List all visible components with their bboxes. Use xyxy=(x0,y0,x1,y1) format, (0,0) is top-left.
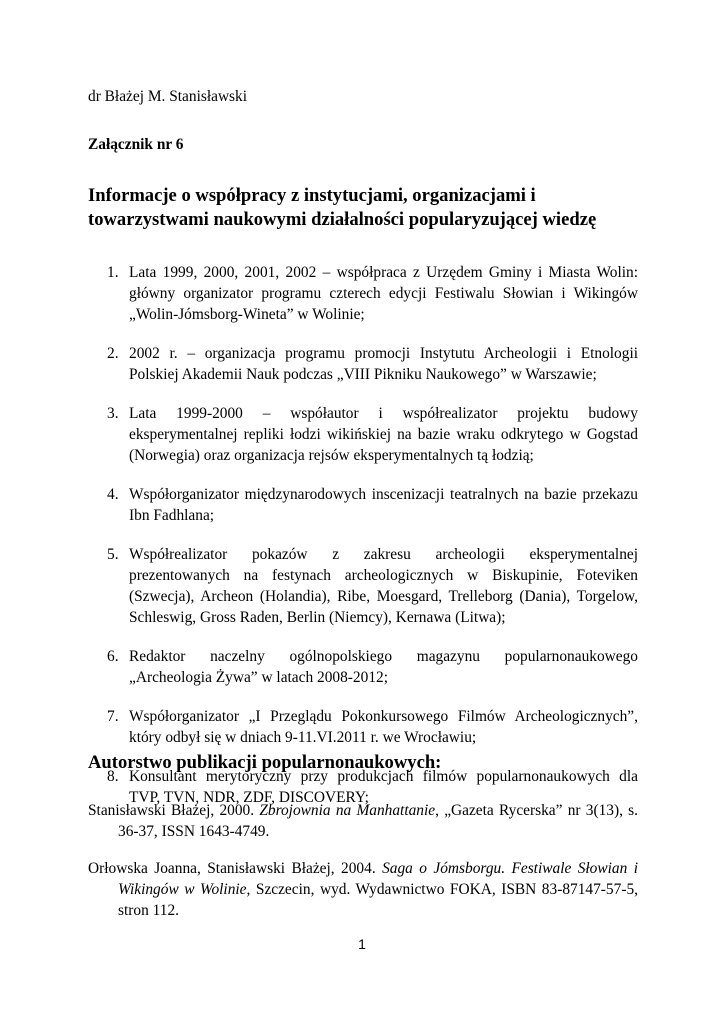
list-item-number: 1. xyxy=(107,264,119,281)
publication-authors: Stanisławski Błażej, 2000. xyxy=(88,802,260,819)
list-item xyxy=(88,343,638,385)
list-item-number: 5. xyxy=(107,546,119,563)
list-item-number: 6. xyxy=(107,648,119,665)
list-item-text: Konsultant merytoryczny przy produkcjach filmów popularnonaukowych dla TVP, TVN, NDR, ZDF, DISCOVERY; xyxy=(129,768,638,806)
publication-details: , „Gazeta Rycerska” nr 3(13), s. 36-37, ISSN 1643-4749. xyxy=(118,802,639,840)
publication-title: Saga o Jómsborgu. Festiwale Słowian i Wikingów w Wolinie xyxy=(118,860,638,898)
publication-entry xyxy=(88,858,638,921)
page-number: 1 xyxy=(358,936,366,952)
list-item xyxy=(88,646,638,688)
publication-authors: Orłowska Joanna, Stanisławski Błażej, 2004. xyxy=(88,860,383,877)
list-item-text: 2002 r. – organizacja programu promocji Instytutu Archeologii i Etnologii Polskiej Akademii Nauk podczas „VIII Pikniku Naukowego” w Warszawie; xyxy=(129,345,638,383)
list-item-text: Współrealizator pokazów z zakresu archeologii eksperymentalnej prezentowanych na festynach archeologicznych w Biskupinie, Foteviken (Szwecja), Archeon (Holandia), Ribe, Moesgard, Trelleborg (Dania), Torgelow, Schleswig, Gross Raden, Berlin (Niemcy), Kernawa (Litwa); xyxy=(129,546,638,626)
publication-title: Zbrojownia na Manhattanie xyxy=(259,802,436,819)
list-item-text: Redaktor naczelny ogólnopolskiego magazynu popularnonaukowego „Archeologia Żywa” w latach 2008-2012; xyxy=(129,648,638,686)
list-item xyxy=(88,262,638,325)
list-item-text: Współorganizator „I Przeglądu Pokonkursowego Filmów Archeologicznych”, który odbył się w dniach 9-11.VI.2011 r. we Wrocławiu; xyxy=(129,708,638,746)
list-item xyxy=(88,484,638,526)
section-heading: Informacje o współpracy z instytucjami, organizacjami i towarzystwami naukowymi działalności popularyzującej wiedzę xyxy=(88,185,597,230)
publication-entry xyxy=(88,800,638,842)
list-item-text: Lata 1999, 2000, 2001, 2002 – współpraca z Urzędem Gminy i Miasta Wolin: główny organizator programu czterech edycji Festiwalu Słowian i Wikingów „Wolin-Jómsborg-Wineta” w Wolinie; xyxy=(129,264,638,323)
author-name: dr Błażej M. Stanisławski xyxy=(88,88,248,105)
list-item xyxy=(88,544,638,628)
publications-list xyxy=(88,800,638,937)
list-item-number: 3. xyxy=(107,405,119,422)
list-item-number: 8. xyxy=(107,768,119,785)
list-item-number: 4. xyxy=(107,486,119,503)
activities-list xyxy=(88,262,638,826)
list-item xyxy=(88,706,638,748)
publications-heading: Autorstwo publikacji popularnonaukowych: xyxy=(88,752,442,773)
list-item-number: 7. xyxy=(107,708,119,725)
list-item-text: Współorganizator międzynarodowych inscenizacji teatralnych na bazie przekazu Ibn Fadhlana; xyxy=(129,486,638,524)
publication-details: , Szczecin, wyd. Wydawnictwo FOKA, ISBN 83-87147-57-5, stron 112. xyxy=(118,881,638,919)
annex-label: Załącznik nr 6 xyxy=(88,136,184,153)
list-item-text: Lata 1999-2000 – współautor i współrealizator projektu budowy eksperymentalnej repliki łodzi wikińskiej na bazie wraku odkrytego w Gogstad (Norwegia) oraz organizacja rejsów eksperymentalnych tą łodzią; xyxy=(129,405,638,464)
list-item-number: 2. xyxy=(107,345,119,362)
list-item xyxy=(88,403,638,466)
